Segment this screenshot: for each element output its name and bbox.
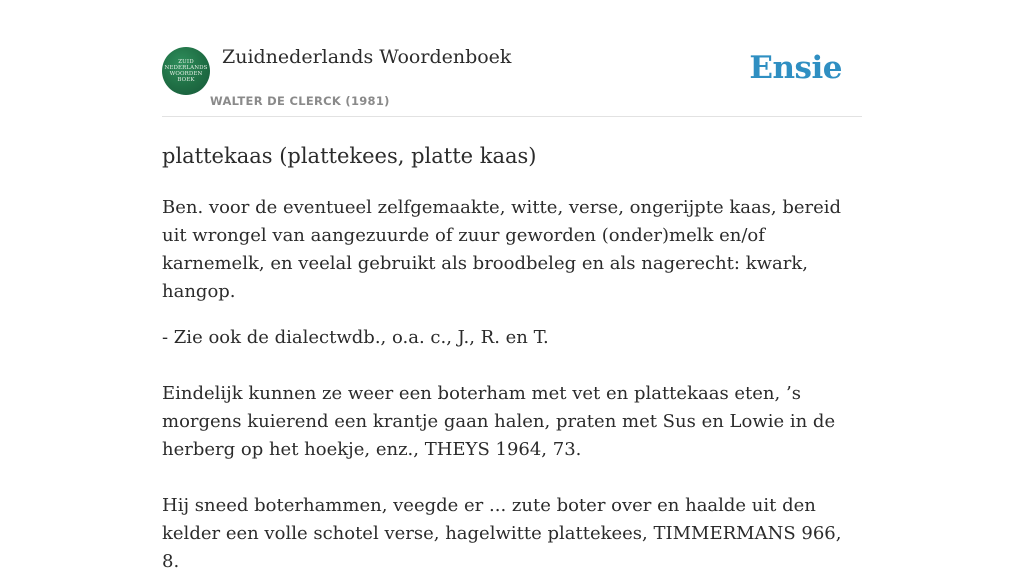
logo-text-line: WOORDEN [169,71,203,77]
logo-text-line: ZUID [178,59,194,65]
content-container [162,0,862,576]
entry-reference: - Zie ook de dialectwdb., o.a. c., J., R. en T. [162,327,549,348]
entry-body [162,194,862,576]
entry-quote: Eindelijk kunnen ze weer een boterham met vet en plattekaas eten, ’s morgens kuierend een krantje gaan halen, praten met Sus en Lowie in de herberg op het hoekje, enz., THEYS 1964, 73. [162,383,836,460]
dictionary-logo[interactable] [162,47,210,95]
ensie-logo-link[interactable]: Ensie [749,50,842,86]
header [162,0,862,117]
entry-definition: Ben. voor de eventueel zelfgemaakte, witte, verse, ongerijpte kaas, bereid uit wrongel van aangezuurde of zuur geworden (onder)melk en/of karnemelk, en veelal gebruikt als broodbeleg en als nagerecht: kwark, hangop. [162,197,842,302]
logo-text-line: NEDERLANDS [164,65,208,71]
logo-text-line: BOEK [177,77,195,83]
entry-quote: Hij sneed boterhammen, veegde er ... zute boter over en haalde uit den kelder een volle schotel verse, hagelwitte plattekees, TIMMERMANS 966, 8. [162,495,842,572]
dictionary-title-link[interactable]: Zuidnederlands Woordenboek [222,46,512,68]
entry-title: plattekaas (plattekees, platte kaas) [162,144,537,168]
dictionary-author: WALTER DE CLERCK (1981) [210,94,390,108]
